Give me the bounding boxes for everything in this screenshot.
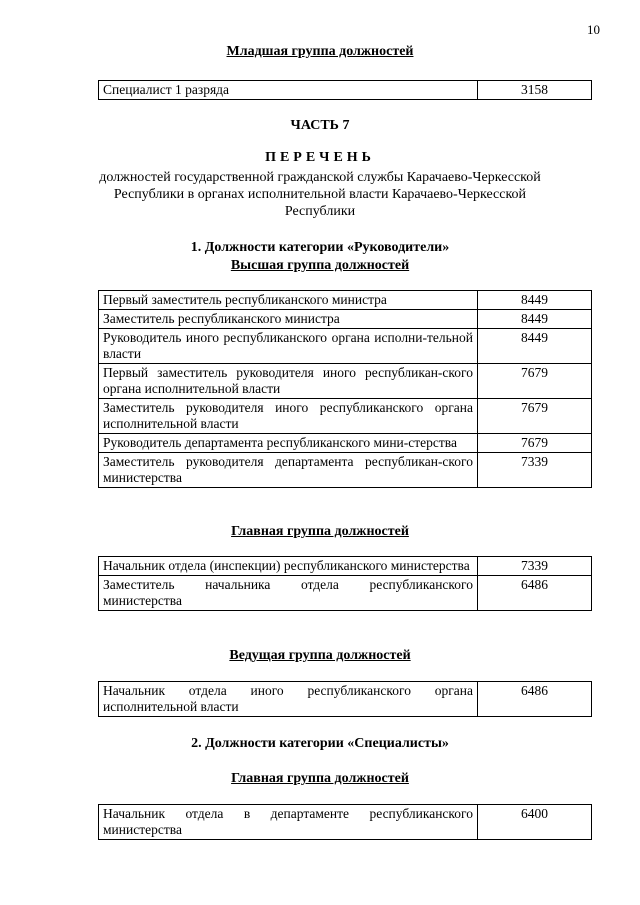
salary-value-cell: 6486: [478, 682, 592, 717]
salary-value-cell: 8449: [478, 291, 592, 310]
list-title: ПЕРЕЧЕНЬ: [265, 150, 375, 165]
table-row: [99, 682, 592, 717]
position-cell: Начальник отдела (инспекции) республиканского министерства: [99, 557, 478, 576]
part-title: ЧАСТЬ 7: [290, 118, 350, 133]
position-cell: Руководитель иного республиканского органа исполни-тельной власти: [99, 329, 478, 364]
position-cell: Заместитель начальника отдела республиканского министерства: [99, 576, 478, 611]
table-row: [99, 81, 592, 100]
table-row: [99, 310, 592, 329]
main-group-table: [98, 556, 592, 611]
leading-group-title: Ведущая группа должностей: [229, 648, 411, 663]
table-row: [99, 291, 592, 310]
table-row: [99, 329, 592, 364]
position-cell: Специалист 1 разряда: [99, 81, 478, 100]
higher-group-table: [98, 290, 592, 488]
salary-value-cell: 8449: [478, 310, 592, 329]
position-cell: Начальник отдела иного республиканского органа исполнительной власти: [99, 682, 478, 717]
salary-value-cell: 7679: [478, 364, 592, 399]
section2-title: 2. Должности категории «Специалисты»: [191, 736, 449, 751]
section1-title: 1. Должности категории «Руководители»: [190, 240, 450, 255]
junior-group-table: [98, 80, 592, 100]
junior-group-title: Младшая группа должностей: [226, 44, 414, 59]
spec-main-group-title: Главная группа должностей: [231, 771, 409, 786]
position-cell: Начальник отдела в департаменте республиканского министерства: [99, 805, 478, 840]
list-subtitle-line: Республики в органах исполнительной власти Карачаево-Черкесской: [113, 187, 527, 202]
table-row: [99, 557, 592, 576]
table-row: [99, 364, 592, 399]
salary-value-cell: 8449: [478, 329, 592, 364]
position-cell: Заместитель руководителя иного республиканского органа исполнительной власти: [99, 399, 478, 434]
salary-value-cell: 7339: [478, 557, 592, 576]
leading-group-table: [98, 681, 592, 717]
salary-value-cell: 7679: [478, 399, 592, 434]
salary-value-cell: 7679: [478, 434, 592, 453]
position-cell: Первый заместитель республиканского министра: [99, 291, 478, 310]
list-subtitle-line: Республики: [284, 204, 356, 219]
list-subtitle: [80, 169, 560, 220]
salary-value-cell: 3158: [478, 81, 592, 100]
position-cell: Заместитель руководителя департамента республикан-ского министерства: [99, 453, 478, 488]
spec-main-group-table: [98, 804, 592, 840]
page-number: 10: [587, 22, 600, 37]
higher-group-title: Высшая группа должностей: [230, 258, 410, 273]
list-subtitle-line: должностей государственной гражданской службы Карачаево-Черкесской: [99, 170, 541, 185]
table-row: [99, 805, 592, 840]
main-group-title: Главная группа должностей: [231, 524, 409, 539]
salary-value-cell: 6400: [478, 805, 592, 840]
table-row: [99, 399, 592, 434]
table-row: [99, 453, 592, 488]
salary-value-cell: 7339: [478, 453, 592, 488]
position-cell: Заместитель республиканского министра: [99, 310, 478, 329]
table-row: [99, 576, 592, 611]
table-row: [99, 434, 592, 453]
position-cell: Первый заместитель руководителя иного республикан-ского органа исполнительной власти: [99, 364, 478, 399]
salary-value-cell: 6486: [478, 576, 592, 611]
position-cell: Руководитель департамента республиканского мини-стерства: [99, 434, 478, 453]
